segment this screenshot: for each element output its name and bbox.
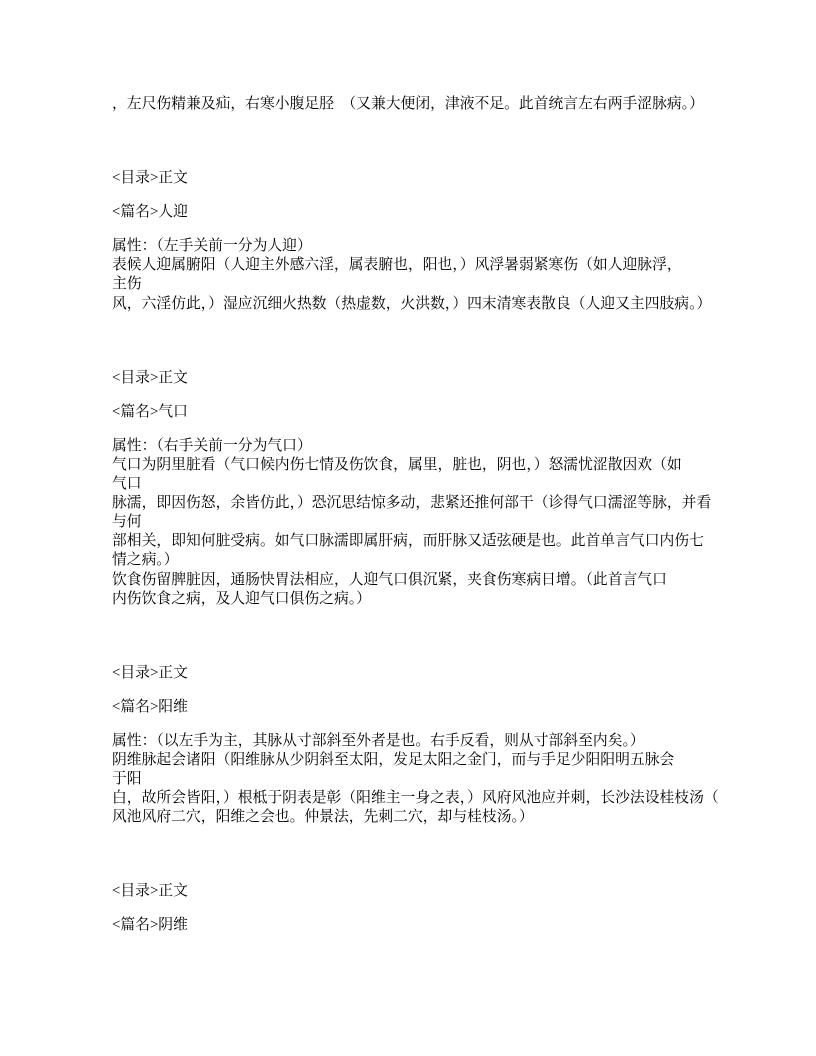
text-line: <目录>正文 — [112, 369, 188, 386]
section-title — [112, 916, 776, 935]
catalog-tag — [112, 882, 776, 901]
text-line: 属性：（以左手为主，其脉从寸部斜至外者是也。右手反看，则从寸部斜至内矣。） — [112, 732, 645, 749]
text-line: 表候人迎属腑阳（人迎主外感六淫，属表腑也，阳也，）风浮暑弱紧寒伤（如人迎脉浮， — [112, 257, 682, 274]
text-line: 属性：（左手关前一分为人迎） — [112, 238, 312, 255]
text-line: <目录>正文 — [112, 664, 188, 681]
paragraph — [112, 237, 776, 313]
text-line: <篇名>阴维 — [112, 917, 188, 934]
text-line: <目录>正文 — [112, 170, 188, 187]
text-line: 阴维脉起会诸阳（阳维脉从少阴斜至太阳，发足太阳之金门，而与手足少阳阳明五脉会 — [112, 751, 675, 768]
section-title — [112, 203, 776, 222]
text-line: <篇名>气口 — [112, 403, 188, 420]
text-line: 情之病。） — [112, 552, 179, 569]
catalog-tag — [112, 369, 776, 388]
text-line: 饮食伤留脾脏因，通肠快胃法相应，人迎气口俱沉紧，夹食伤寒病日增。（此首言气口 — [112, 571, 667, 588]
text-line: 白，故所会皆阳，）根柢于阴表是彰（阳维主一身之表，）风府风池应并刺，长沙法设桂枝汤（ — [112, 790, 719, 807]
text-line: <目录>正文 — [112, 883, 188, 900]
text-line: 风，六淫仿此，）湿应沉细火热数（热虚数，火洪数，）四末清寒表散良（人迎又主四肢病。） — [112, 295, 712, 312]
text-line: <篇名>人迎 — [112, 204, 188, 221]
text-line: <篇名>阳维 — [112, 698, 188, 715]
text-line: 部相关，即知何脏受病。如气口脉濡即属肝病，而肝脉又适弦硬是也。此首单言气口内伤七 — [112, 533, 704, 550]
section-title — [112, 698, 776, 717]
text-line: 属性：（右手关前一分为气口） — [112, 437, 312, 454]
text-line: ，左尺伤精兼及疝，右寒小腹足胫 （又兼大便闭，津液不足。此首统言左右两手涩脉病。） — [112, 96, 704, 112]
text-line: 风池风府二穴，阳维之会也。仲景法，先刺二穴，却与桂枝汤。） — [112, 809, 534, 826]
section-title — [112, 403, 776, 422]
text-line: 与何 — [112, 514, 142, 531]
catalog-tag — [112, 169, 776, 188]
text-line: 气口 — [112, 476, 142, 493]
text-line: 内伤饮食之病，及人迎气口俱伤之病。） — [112, 590, 371, 607]
text-line: 主伤 — [112, 276, 142, 293]
paragraph — [112, 732, 776, 827]
paragraph — [112, 437, 776, 609]
paragraph — [112, 95, 776, 114]
text-line: 脉濡，即因伤怒，余皆仿此，）恐沉思结惊多动，悲紧还推何部干（诊得气口濡涩等脉，并看 — [112, 495, 712, 512]
text-line: 气口为阴里脏看（气口候内伤七情及伤饮食，属里，脏也，阴也，）怒濡忧涩散因欢（如 — [112, 456, 682, 473]
catalog-tag — [112, 664, 776, 683]
text-line: 于阳 — [112, 771, 142, 788]
